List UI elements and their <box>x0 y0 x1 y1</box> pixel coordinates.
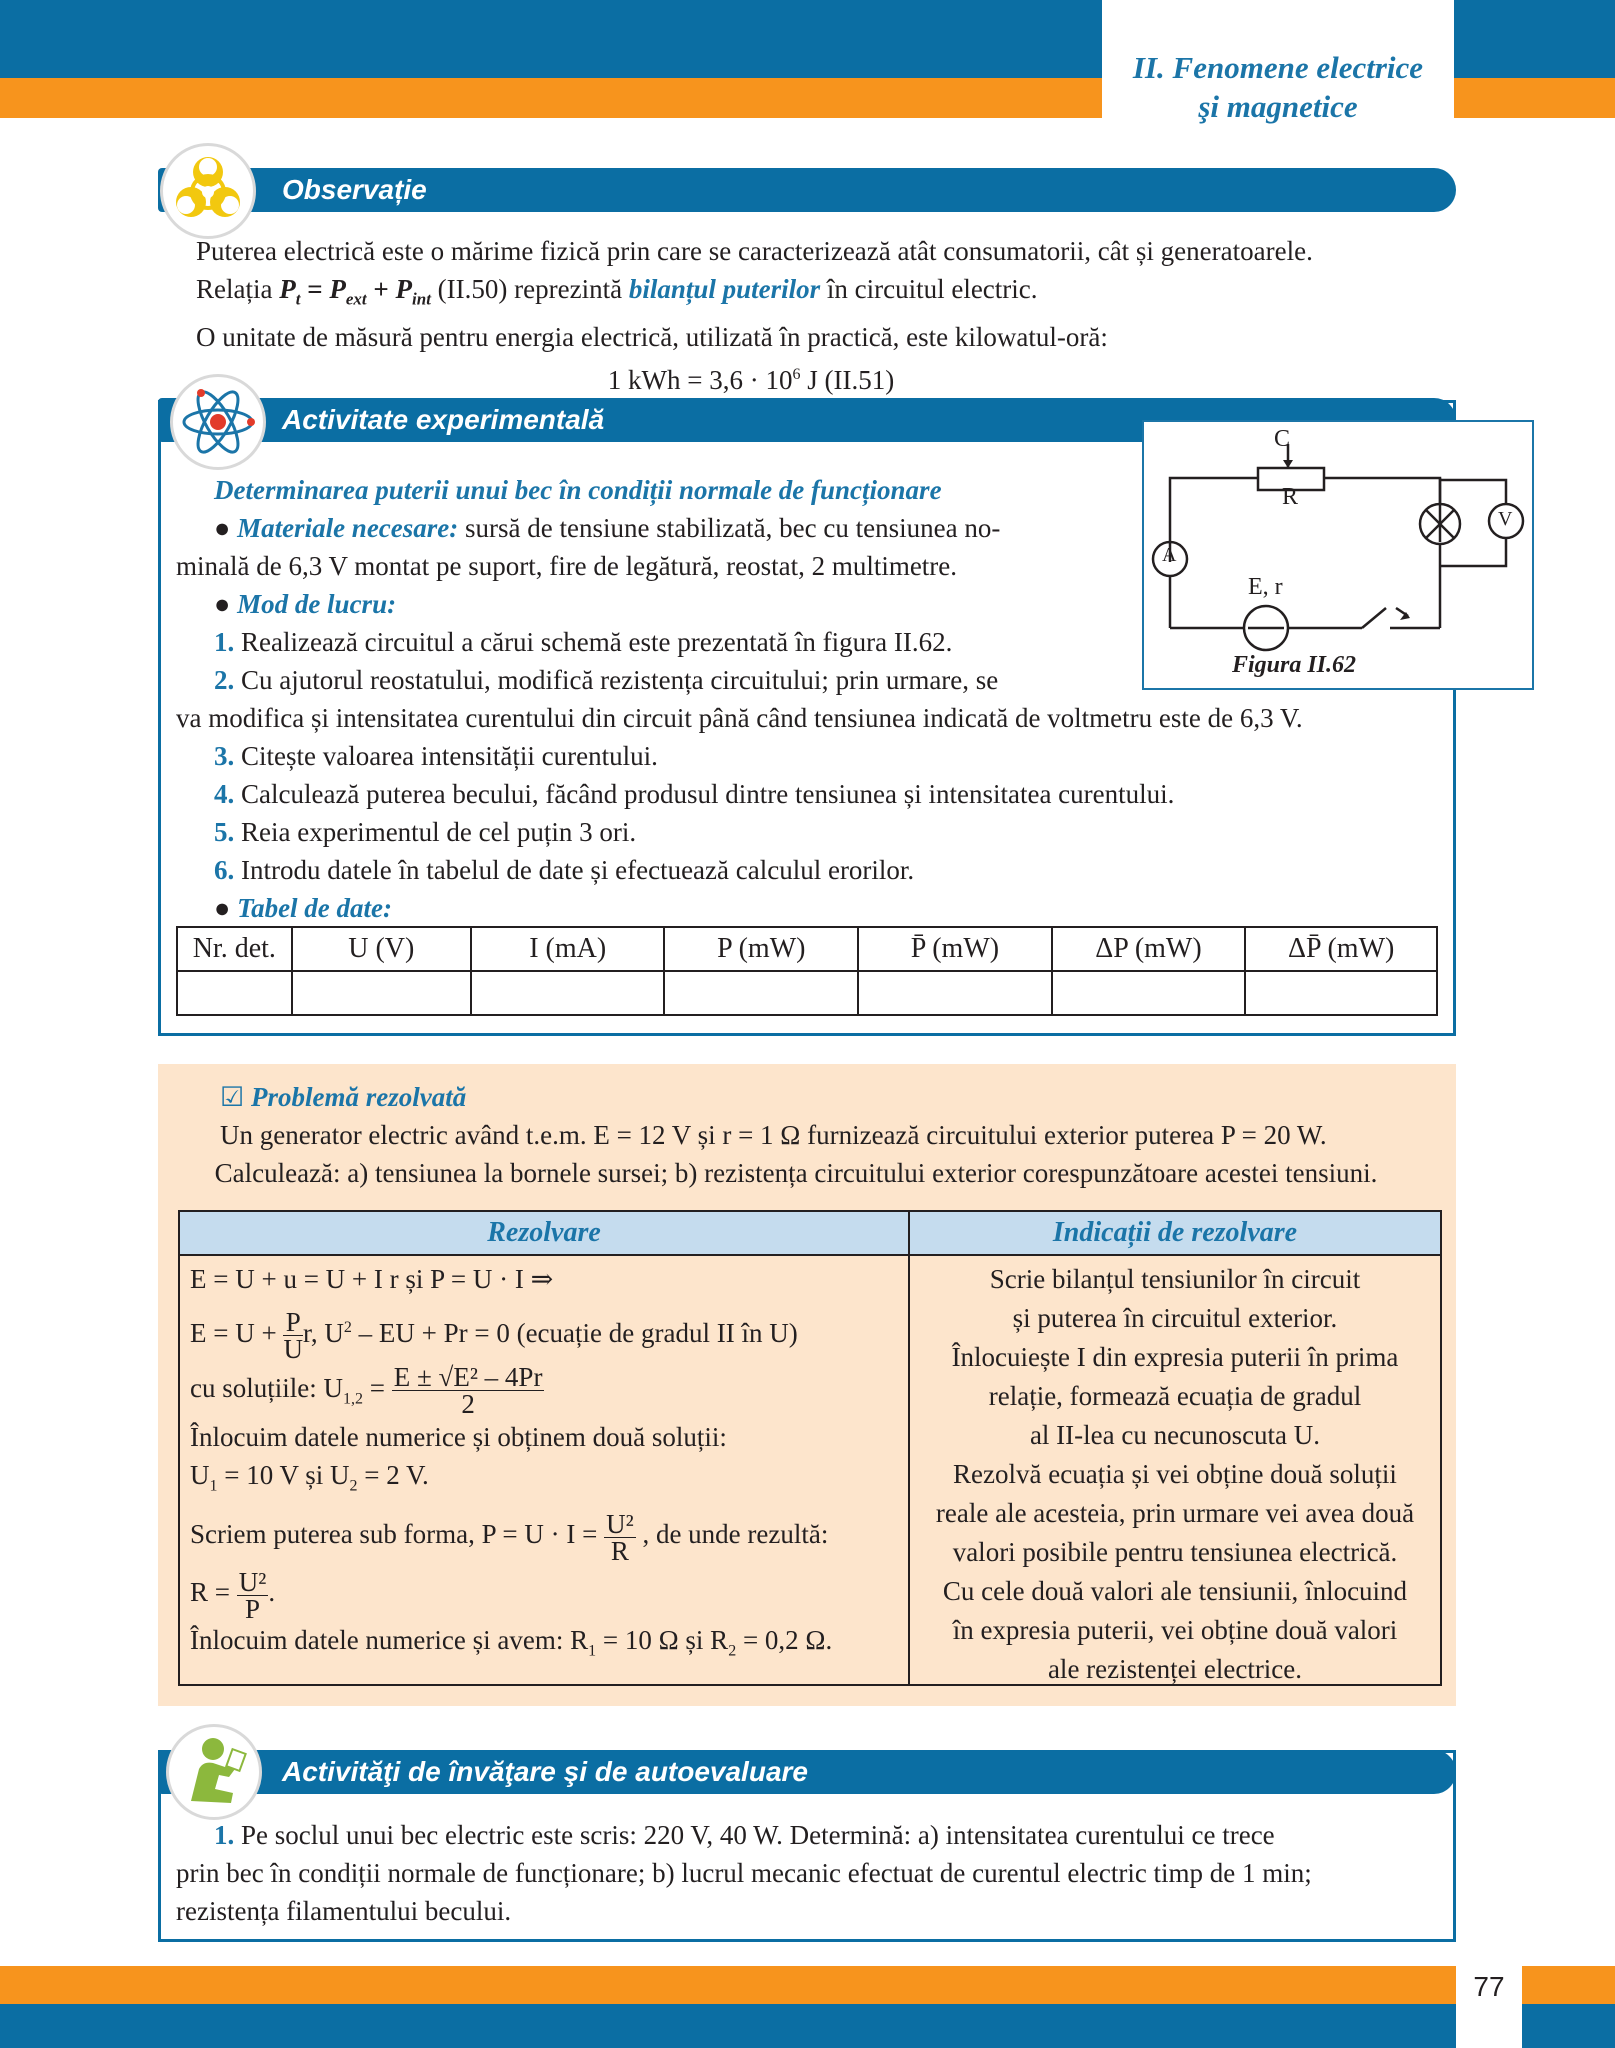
indicatie-line: Înlocuiește I din expresia puterii în prima <box>951 1342 1399 1372</box>
problema-text <box>176 1078 1446 1192</box>
footer-band-blue <box>0 2004 1615 2048</box>
cell[interactable] <box>664 971 858 1015</box>
fig-label-R: R <box>1282 484 1299 510</box>
cell[interactable] <box>1245 971 1437 1015</box>
observatie-line4: 1 kWh = $3,6 \cdot 10^6$ J (II.51) <box>607 365 895 396</box>
cell[interactable] <box>1052 971 1246 1015</box>
figure-II-62 <box>1142 420 1534 690</box>
rezolvare-content <box>190 1260 904 1671</box>
autoevaluare-title: Activităţi de învăţare şi de autoevaluare <box>282 1756 808 1787</box>
rez-line4: Înlocuim datele numerice și obținem două soluții: <box>190 1422 727 1452</box>
checkbox-icon: ☑ <box>220 1082 245 1112</box>
rez-line5: $U_1 = 10$ V și $U_2 = 2$ V. <box>190 1460 429 1495</box>
step-5: 5. Reia experimentul de cel puțin 3 ori. <box>214 817 637 847</box>
chapter-title-line1: II. Fenomene electrice <box>1132 50 1424 85</box>
figure-caption: Figura II.62 <box>1231 652 1357 678</box>
step-4: 4. Calculează puterea becului, făcând produsul dintre tensiunea și intensitatea curentului. <box>214 779 1175 809</box>
biohazard-icon <box>160 143 256 239</box>
th-P: P (mW) <box>664 927 858 971</box>
materiale-line: ● Materiale necesare: sursă de tensiune stabilizată, bec cu tensiunea no- <box>214 513 1001 543</box>
step-1: 1. Realizează circuitul a cărui schemă este prezentată în figura II.62. <box>214 627 953 657</box>
data-table-row <box>177 971 1437 1015</box>
step-2-cont: va modifica și intensitatea curentului din circuit până când tensiunea indicată de voltmetru este de 6,3 V. <box>176 703 1303 733</box>
rez-line8: Înlocuim datele numerice și avem: $R_1 = 10$ Ω și $R_2 = 0,2$ Ω. <box>190 1625 833 1660</box>
observatie-line3: O unitate de măsură pentru energia electrică, utilizată în practică, este kilowatul-oră: <box>196 322 1108 353</box>
rezolvare-header: Rezolvare <box>180 1212 908 1254</box>
th-dP: ΔP (mW) <box>1052 927 1246 971</box>
student-reading-icon <box>166 1724 262 1820</box>
cell[interactable] <box>292 971 471 1015</box>
indicatie-line: reale ale acesteia, prin urmare vei avea două <box>935 1498 1415 1528</box>
step-6: 6. Introdu datele în tabelul de date și efectuează calculul erorilor. <box>214 855 915 885</box>
indicatie-line: Cu cele două valori ale tensiunii, înlocuind <box>942 1576 1408 1606</box>
fig-label-Er: E, r <box>1248 574 1283 600</box>
activitate-subtitle: Determinarea puterii unui bec în condiții normale de funcționare <box>214 475 942 505</box>
data-table <box>176 926 1438 1016</box>
tabel-label: ● Tabel de date: <box>214 893 393 923</box>
rez-line7: R = $\frac{\text{U²}}{P}$ . <box>190 1566 276 1624</box>
autoevaluare-line2: prin bec în condiții normale de funcționare; b) lucrul mecanic efectuat de curentul electric timp de 1 min; <box>176 1858 1312 1888</box>
indicatie-line: Rezolvă ecuația și vei obține două soluții <box>953 1459 1397 1489</box>
cell[interactable] <box>177 971 292 1015</box>
th-P-mean: P̄ (mW) <box>858 927 1052 971</box>
th-dP-mean: ΔP̄ (mW) <box>1245 927 1437 971</box>
fig-label-A: A <box>1162 544 1177 566</box>
problema-line2: Calculează: a) tensiunea la bornele sursei; b) rezistența circuitului exterior corespunzătoare acestei tensiuni. <box>214 1158 1378 1188</box>
autoevaluare-title-bar <box>158 1750 1456 1794</box>
th-I: I (mA) <box>471 927 665 971</box>
autoevaluare-line3: rezistența filamentului becului. <box>176 1896 512 1926</box>
circuit-diagram <box>1144 422 1532 688</box>
indicatii-content <box>910 1260 1440 1689</box>
indicatie-line: relație, formează ecuația de gradul <box>988 1381 1362 1411</box>
fig-label-V: V <box>1498 508 1513 530</box>
th-U: U (V) <box>292 927 471 971</box>
footer-band-orange <box>0 1966 1615 2004</box>
step-3: 3. Citește valoarea intensității curentului. <box>214 741 658 771</box>
indicatie-line: și puterea în circuitul exterior. <box>1012 1303 1338 1333</box>
rez-line6: Scriem puterea sub forma, P = U · I = $\frac{\text{U²}}{R}$ , de unde rezultă: <box>190 1508 829 1566</box>
indicatie-line: valori posibile pentru tensiunea electrică. <box>952 1537 1398 1567</box>
activitate-title: Activitate experimentală <box>282 404 605 435</box>
chapter-title <box>1102 0 1454 124</box>
atom-icon <box>170 374 266 470</box>
page-number: 77 <box>1456 1962 1522 2048</box>
indicatii-header: Indicații de rezolvare <box>910 1212 1440 1254</box>
rez-line3: cu soluțiile: $U_{1,2}$ = $\frac{\text{E ± √E² – 4Pr}}{2}$ <box>190 1362 543 1420</box>
indicatie-line: al II-lea cu necunoscuta U. <box>1029 1420 1321 1450</box>
rez-line1: E = U + u = U + I r și P = U · I ⇒ <box>190 1264 554 1294</box>
activitate-text-top <box>176 471 1136 699</box>
step-2: 2. Cu ajutorul reostatului, modifică rezistența circuitului; prin urmare, se <box>214 665 999 695</box>
data-table-header <box>177 927 1437 971</box>
problema-title: ☑ Problemă rezolvată <box>220 1082 467 1112</box>
solution-table <box>178 1210 1442 1686</box>
observatie-line1: Puterea electrică este o mărime fizică prin care se caracterizează atât consumatorii, cât și generatoarele. <box>196 236 1313 266</box>
th-nr-det: Nr. det. <box>177 927 292 971</box>
observatie-title-bar <box>158 168 1456 212</box>
header-divider <box>180 1254 1440 1256</box>
indicatie-line: ale rezistenței electrice. <box>1047 1654 1303 1684</box>
materiale-line2: minală de 6,3 V montat pe suport, fire de legătură, reostat, 2 multimetre. <box>176 551 958 581</box>
observatie-line2: Relația $P_t = P_{ext} + P_{int}$ (II.50) reprezintă bilanțul puterilor în circuitul electric. <box>196 274 1038 309</box>
activitate-text-bottom <box>176 699 1456 927</box>
autoevaluare-text <box>176 1816 1438 1930</box>
cell[interactable] <box>471 971 665 1015</box>
rez-line2: E = U + $\frac{P}{U}$ r, $U^2$ – EU + Pr = 0 (ecuație de gradul II în U) <box>190 1307 798 1365</box>
observatie-text <box>196 232 1466 399</box>
indicatie-line: Scrie bilanțul tensiunilor în circuit <box>989 1264 1361 1294</box>
cell[interactable] <box>858 971 1052 1015</box>
observatie-title: Observație <box>282 174 427 205</box>
fig-label-C: C <box>1274 426 1291 452</box>
chapter-title-line2: şi magnetice <box>1198 89 1358 124</box>
indicatie-line: în expresia puterii, vei obține două valori <box>952 1615 1398 1645</box>
autoevaluare-line1: 1. Pe soclul unui bec electric este scris: 220 V, 40 W. Determină: a) intensitatea curentului ce trece <box>214 1820 1275 1850</box>
mod-lucru-label: ● Mod de lucru: <box>214 589 397 619</box>
problema-line1: Un generator electric având t.e.m. E = 12 V și r = 1 Ω furnizează circuitului exterior puterea P = 20 W. <box>220 1120 1327 1150</box>
